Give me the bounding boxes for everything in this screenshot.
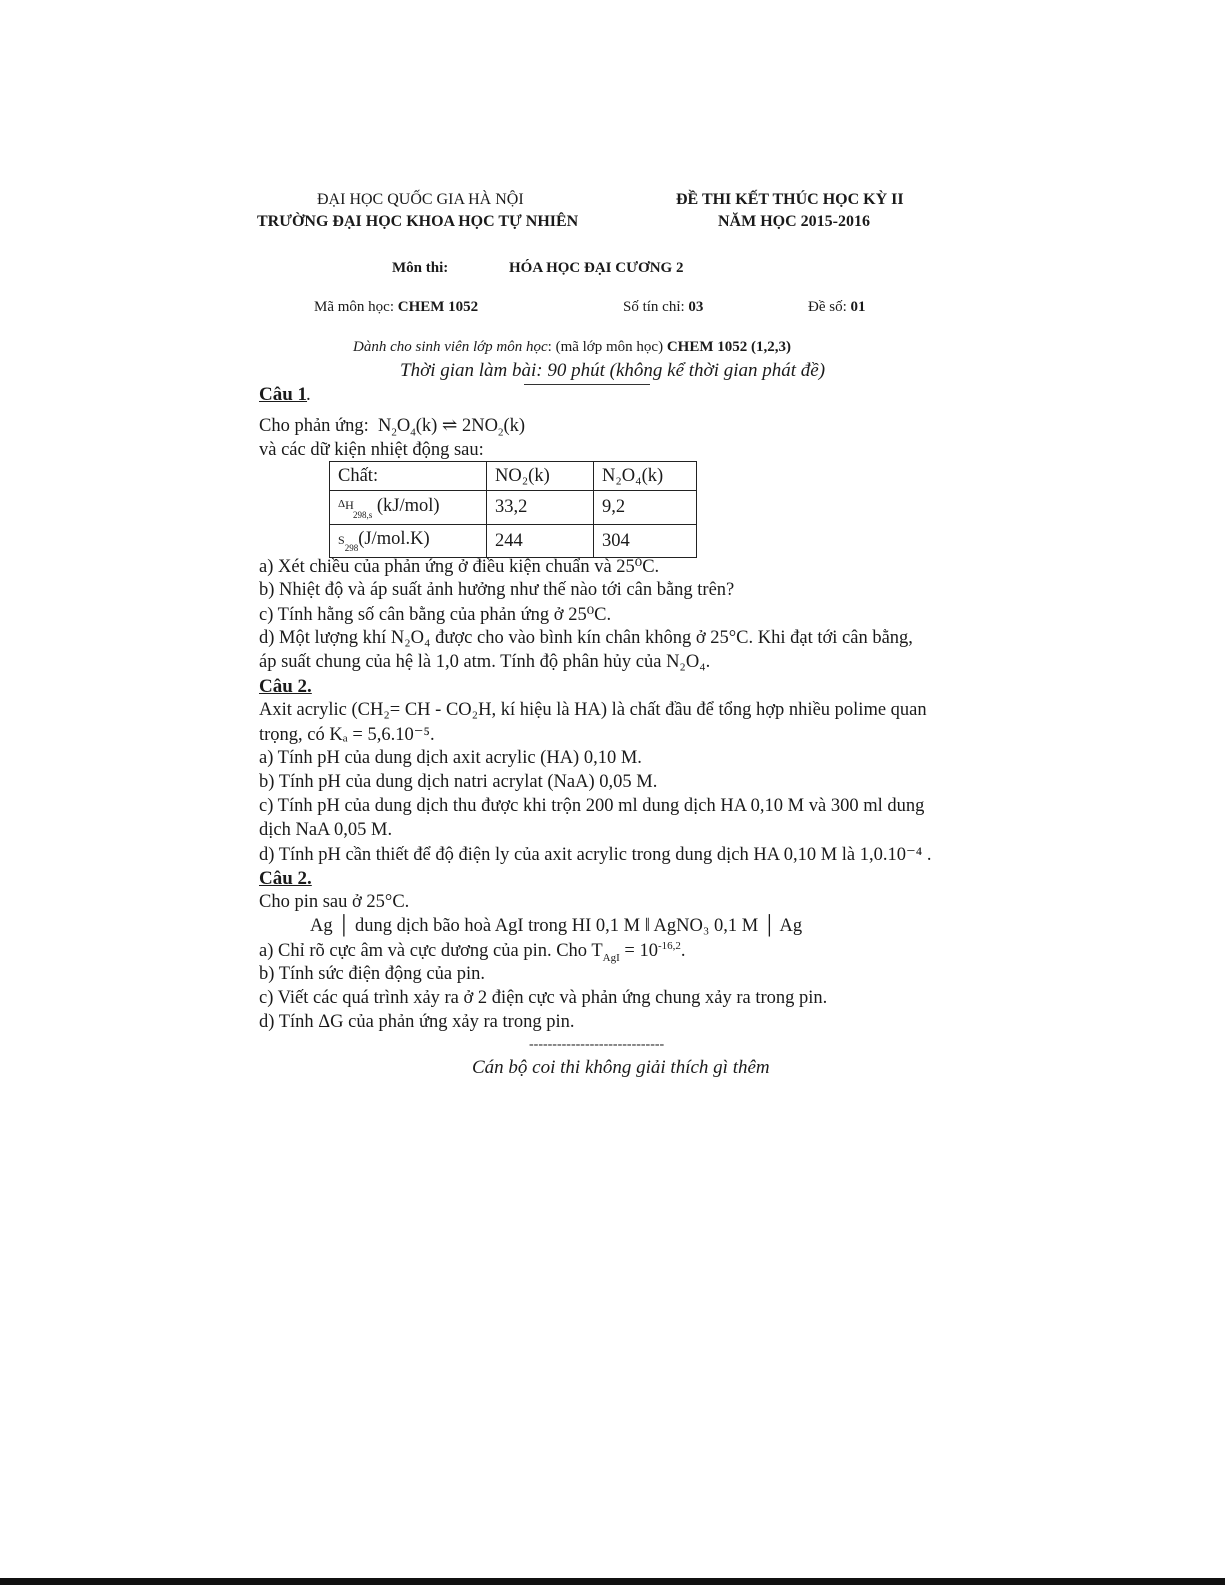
q1-reaction-equation: $N_2O_4(k)$ ⇌ $2NO_2(k)$: [373, 416, 526, 439]
credits: [623, 299, 703, 316]
q1-heading: Câu 1: [259, 384, 308, 405]
q3-part-a-sup: -16,2: [657, 940, 681, 952]
q3-part-b: b) Tính sức điện động của pin.: [259, 964, 485, 984]
audience-italic: Dành cho sinh viên lớp môn học: [353, 339, 548, 355]
exam-number-label: Đề số:: [808, 299, 847, 315]
q1-reaction-prefix: Cho phản ứng:: [259, 416, 369, 436]
q3-heading: Câu 2.: [259, 868, 312, 889]
q2-part-c-line1: c) Tính pH của dung dịch thu được khi trộn 200 ml dung dịch HA 0,10 M và 300 ml dung: [259, 796, 925, 816]
q3-cell-notation: Ag │ dung dịch bão hoà AgI trong HI 0,1 M ‖ AgNO₃ 0,1 M │ Ag: [310, 916, 803, 936]
q3-part-a-end: .: [680, 941, 686, 962]
time-underline: [524, 384, 650, 385]
exam-number: [808, 299, 866, 316]
q3-intro: Cho pin sau ở 25°C.: [259, 892, 410, 912]
faculty-name: TRƯỜNG ĐẠI HỌC KHOA HỌC TỰ NHIÊN: [257, 213, 579, 230]
subject-label: Môn thi:: [392, 260, 449, 276]
table-header-cell: Chất:: [330, 462, 487, 491]
q2-part-d: d) Tính pH cần thiết để độ điện ly của axit acrylic trong dung dịch HA 0,10 M là 1,0.10⁻⁴ .: [259, 845, 932, 865]
q1-part-d-line1: d) Một lượng khí N₂O₄ được cho vào bình kín chân không ở 25°C. Khi đạt tới cân bằng,: [259, 628, 913, 648]
audience-bold: CHEM 1052 (1,2,3): [666, 339, 791, 355]
q3-part-a-sub: AgI: [602, 951, 620, 964]
q1-part-a: a) Xét chiều của phản ứng ở điều kiện chuẩn và 25⁰C.: [259, 557, 660, 577]
exam-number-value: 01: [850, 299, 866, 315]
table-row: [330, 525, 697, 558]
q3-part-a-text: a) Chỉ rõ cực âm và cực dương của pin. Cho T: [259, 941, 603, 962]
q3-part-d: d) Tính ΔG của phản ứng xảy ra trong pin.: [259, 1012, 575, 1032]
q1-heading-dot: .: [306, 384, 311, 405]
exam-title: ĐỀ THI KẾT THÚC HỌC KỲ II: [676, 191, 904, 208]
table-header-cell: N₂O₄(k): [594, 462, 697, 491]
q1-reaction: [259, 415, 525, 439]
table-cell-enthalpy: $^\Delta$H $_{298,s}$ (kJ/mol): [330, 491, 487, 525]
q3-part-a-rest: = 10: [619, 941, 658, 962]
q3-part-c: c) Viết các quá trình xảy ra ở 2 điện cực và phản ứng chung xảy ra trong pin.: [259, 988, 828, 1008]
bottom-border: [0, 1578, 1225, 1585]
table-row: [330, 462, 697, 491]
university-name: ĐẠI HỌC QUỐC GIA HÀ NỘI: [317, 191, 524, 208]
q2-part-b: b) Tính pH của dung dịch natri acrylat (NaA) 0,05 M.: [259, 772, 658, 792]
table-cell: 244: [487, 525, 594, 558]
q2-heading: Câu 2.: [259, 676, 312, 697]
audience-line: [353, 339, 791, 356]
table-cell: 33,2: [487, 491, 594, 525]
footer-note: Cán bộ coi thi không giải thích gì thêm: [472, 1057, 770, 1078]
course-code: [314, 299, 478, 316]
credits-label: Số tín chỉ:: [623, 299, 685, 315]
q1-part-c: c) Tính hằng số cân bằng của phản ứng ở 25⁰C.: [259, 605, 612, 625]
q2-part-a: a) Tính pH của dung dịch axit acrylic (HA) 0,10 M.: [259, 748, 642, 768]
table-header-cell: NO₂(k): [487, 462, 594, 491]
time-allowed: Thời gian làm bài: 90 phút (không kể thời gian phát đề): [400, 360, 826, 381]
q1-part-b: b) Nhiệt độ và áp suất ảnh hưởng như thế nào tới cân bằng trên?: [259, 580, 735, 600]
credits-value: 03: [688, 299, 704, 315]
footer-dashes: -----------------------------: [529, 1037, 665, 1052]
table-cell: 304: [594, 525, 697, 558]
course-code-value: CHEM 1052: [397, 299, 479, 315]
course-code-label: Mã môn học:: [314, 299, 394, 315]
q1-part-d-line2: áp suất chung của hệ là 1,0 atm. Tính độ phân hủy của N₂O₄.: [259, 652, 711, 672]
table-cell: 9,2: [594, 491, 697, 525]
thermo-table: [329, 461, 697, 558]
q1-data-intro: và các dữ kiện nhiệt động sau:: [259, 440, 484, 460]
subject-name: HÓA HỌC ĐẠI CƯƠNG 2: [509, 260, 684, 276]
table-row: [330, 491, 697, 525]
q2-intro-line1: Axit acrylic (CH₂= CH - CO₂H, kí hiệu là HA) là chất đầu để tổng hợp nhiều polime quan: [259, 700, 927, 720]
q2-part-c-line2: dịch NaA 0,05 M.: [259, 820, 393, 840]
school-year: NĂM HỌC 2015-2016: [718, 213, 870, 230]
audience-normal: : (mã lớp môn học): [547, 339, 667, 355]
table-cell-entropy: $S_{298}(J/mol.K)$: [330, 525, 487, 558]
q3-part-a: [259, 940, 686, 964]
q2-intro-line2: trọng, có Kₐ = 5,6.10⁻⁵.: [259, 725, 435, 745]
